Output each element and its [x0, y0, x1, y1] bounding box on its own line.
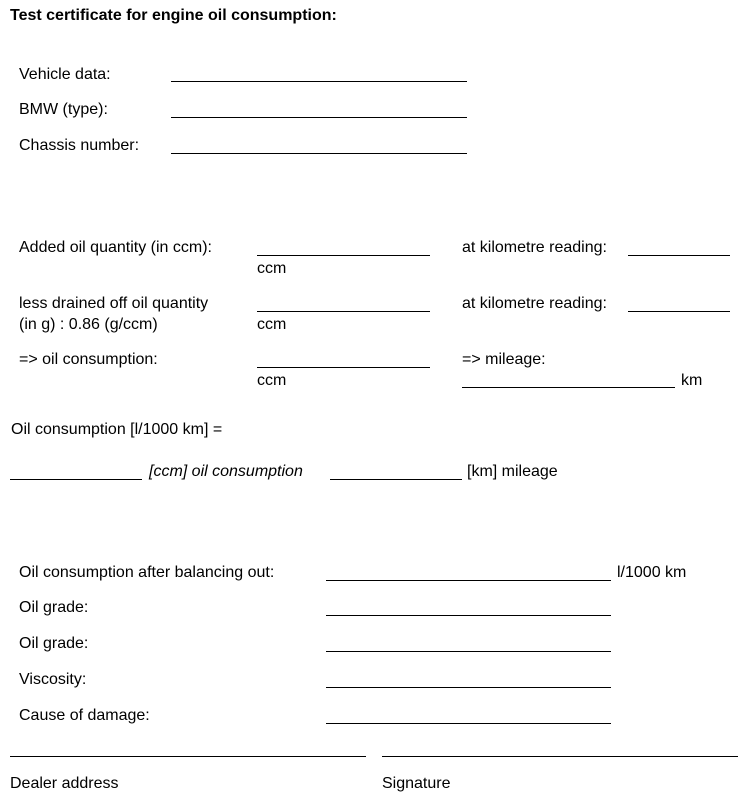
added-oil-field[interactable] — [257, 255, 430, 256]
balancing-field[interactable] — [326, 580, 611, 581]
added-oil-unit: ccm — [257, 260, 287, 277]
km-reading-label-1: at kilometre reading: — [462, 239, 607, 256]
oil-consumption-unit: ccm — [257, 372, 287, 389]
formula-numerator-field[interactable] — [10, 479, 142, 480]
km-reading-field-2[interactable] — [628, 311, 730, 312]
dealer-address-label: Dealer address — [10, 775, 119, 792]
signature-field[interactable] — [382, 756, 738, 757]
formula-denominator-label: [km] mileage — [467, 463, 558, 480]
bmw-type-field[interactable] — [171, 117, 467, 118]
bmw-type-label: BMW (type): — [19, 101, 108, 118]
oil-grade-field-2[interactable] — [326, 651, 611, 652]
chassis-number-label: Chassis number: — [19, 137, 140, 154]
mileage-label: => mileage: — [462, 351, 546, 368]
oil-grade-label-2: Oil grade: — [19, 635, 89, 652]
formula-heading: Oil consumption [l/1000 km] = — [11, 421, 223, 438]
oil-consumption-field[interactable] — [257, 367, 430, 368]
signature-label: Signature — [382, 775, 451, 792]
km-reading-label-2: at kilometre reading: — [462, 295, 607, 312]
drained-oil-label-line1: less drained off oil quantity — [19, 295, 209, 312]
vehicle-data-field[interactable] — [171, 81, 467, 82]
mileage-field[interactable] — [462, 387, 675, 388]
formula-numerator-label: [ccm] oil consumption — [149, 463, 303, 480]
oil-grade-field-1[interactable] — [326, 615, 611, 616]
formula-denominator-field[interactable] — [330, 479, 462, 480]
drained-oil-field[interactable] — [257, 311, 430, 312]
oil-grade-label-1: Oil grade: — [19, 599, 89, 616]
mileage-unit: km — [681, 372, 703, 389]
oil-consumption-label: => oil consumption: — [19, 351, 158, 368]
page-title: Test certificate for engine oil consumption: — [10, 7, 337, 24]
km-reading-field-1[interactable] — [628, 255, 730, 256]
dealer-address-field[interactable] — [10, 756, 366, 757]
chassis-number-field[interactable] — [171, 153, 467, 154]
vehicle-data-label: Vehicle data: — [19, 66, 111, 83]
balancing-unit: l/1000 km — [617, 564, 687, 581]
viscosity-label: Viscosity: — [19, 671, 87, 688]
cause-of-damage-label: Cause of damage: — [19, 707, 150, 724]
cause-of-damage-field[interactable] — [326, 723, 611, 724]
drained-oil-label-line2: (in g) : 0.86 (g/ccm) — [19, 316, 158, 333]
balancing-label: Oil consumption after balancing out: — [19, 564, 275, 581]
added-oil-label: Added oil quantity (in ccm): — [19, 239, 212, 256]
drained-oil-unit: ccm — [257, 316, 287, 333]
viscosity-field[interactable] — [326, 687, 611, 688]
